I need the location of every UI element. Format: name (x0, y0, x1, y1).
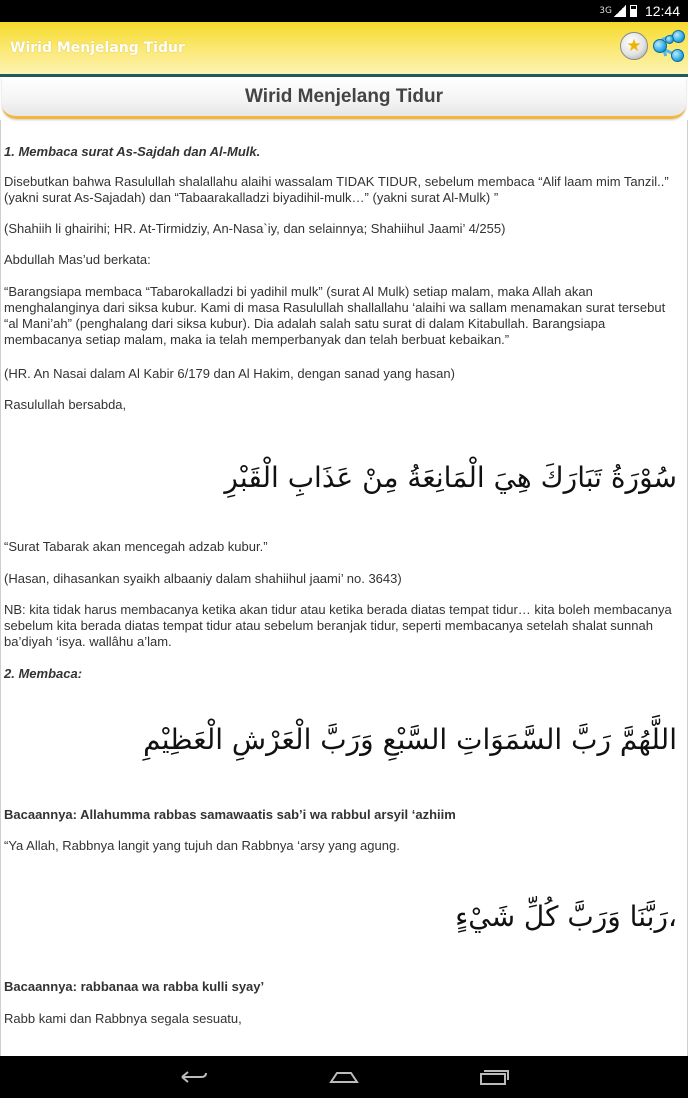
back-icon[interactable] (174, 1066, 214, 1088)
status-time: 12:44 (644, 3, 680, 19)
share-icon[interactable] (652, 29, 686, 63)
status-bar (0, 0, 688, 22)
signal-icon (614, 5, 626, 17)
paragraph: (Shahiih li ghairihi; HR. At-Tirmidziy, An-Nasa`iy, dan selainnya; Shahiihul Jaami’ 4/255) (4, 221, 506, 236)
system-nav-bar (0, 1056, 688, 1098)
paragraph: (Hasan, dihasankan syaikh albaaniy dalam shahiihul jaami’ no. 3643) (4, 571, 402, 586)
paragraph: Abdullah Mas’ud berkata: (4, 252, 151, 267)
network-type: 3G (599, 6, 612, 16)
recent-apps-icon[interactable] (474, 1066, 514, 1088)
page-title: Wirid Menjelang Tidur (245, 85, 443, 107)
paragraph: Rabb kami dan Rabbnya segala sesuatu, (4, 1011, 242, 1026)
paragraph: “Ya Allah, Rabbnya langit yang tujuh dan Rabbnya ‘arsy yang agung. (4, 838, 400, 853)
arabic-text: سُوْرَةُ تَبَارَكَ هِيَ الْمَانِعَةُ مِنْ عَذَابِ الْقَبْرِ (224, 461, 677, 494)
app-bar-actions (620, 32, 686, 63)
app-bar (0, 22, 688, 74)
arabic-text: اللَّهُمَّ رَبَّ السَّمَوَاتِ السَّبْعِ وَرَبَّ الْعَرْشِ الْعَظِيْمِ (143, 723, 677, 756)
section-2-title: 2. Membaca: (4, 666, 83, 681)
home-icon[interactable] (324, 1066, 364, 1088)
battery-icon (630, 5, 637, 17)
arabic-text: ،رَبَّنَا وَرَبَّ كُلِّ شَيْءٍ (455, 900, 677, 933)
star-icon[interactable]: ★ (620, 32, 648, 60)
reading-text: Bacaannya: Allahumma rabbas samawaatis sab’i wa rabbul arsyil ‘azhiim (4, 807, 456, 822)
app-title: Wirid Menjelang Tidur (10, 40, 185, 56)
paragraph: (HR. An Nasai dalam Al Kabir 6/179 dan Al Hakim, dengan sanad yang hasan) (4, 366, 455, 381)
paragraph: Rasulullah bersabda, (4, 397, 127, 412)
paragraph: Disebutkan bahwa Rasulullah shalallahu alaihi wassalam TIDAK TIDUR, sebelum membaca “Alif laam mim Tanzil..” (yakni surat As-Sajadah) dan “Tabaarakalladzi biyadihil-mulk…” (yakni surat Al-Mulk) ” (4, 174, 669, 205)
paragraph: NB: kita tidak harus membacanya ketika akan tidur atau ketika berada diatas tempat tidur… kita boleh membacanya sebelum kita berada diatas tempat tidur atau sebelum beranjak tidur, seperti membacanya setelah shalat sunnah ba’diyah ‘isya. wallâhu a’lam. (4, 602, 672, 649)
page-heading-card (2, 77, 686, 119)
section-1-title: 1. Membaca surat As-Sajdah dan Al-Mulk. (4, 144, 261, 159)
article-content[interactable] (0, 120, 688, 1056)
paragraph: “Barangsiapa membaca “Tabarokalladzi bi yadihil mulk” (surat Al Mulk) setiap malam, maka Allah akan menghalanginya dari siksa kubur. Kami di masa Rasulullah shallallahu ‘alaihi wa sallam menamakan surat tersebut “al Mani’ah” (penghalang dari siksa kubur). Dia adalah salah satu surat di dalam Kitabullah. Barangsiapa membacanya setiap malam, maka ia telah memperbanyak dan telah berbuat kebaikan.” (4, 284, 666, 347)
paragraph: “Surat Tabarak akan mencegah adzab kubur.” (4, 539, 268, 554)
reading-text: Bacaannya: rabbanaa wa rabba kulli syay’ (4, 979, 265, 994)
